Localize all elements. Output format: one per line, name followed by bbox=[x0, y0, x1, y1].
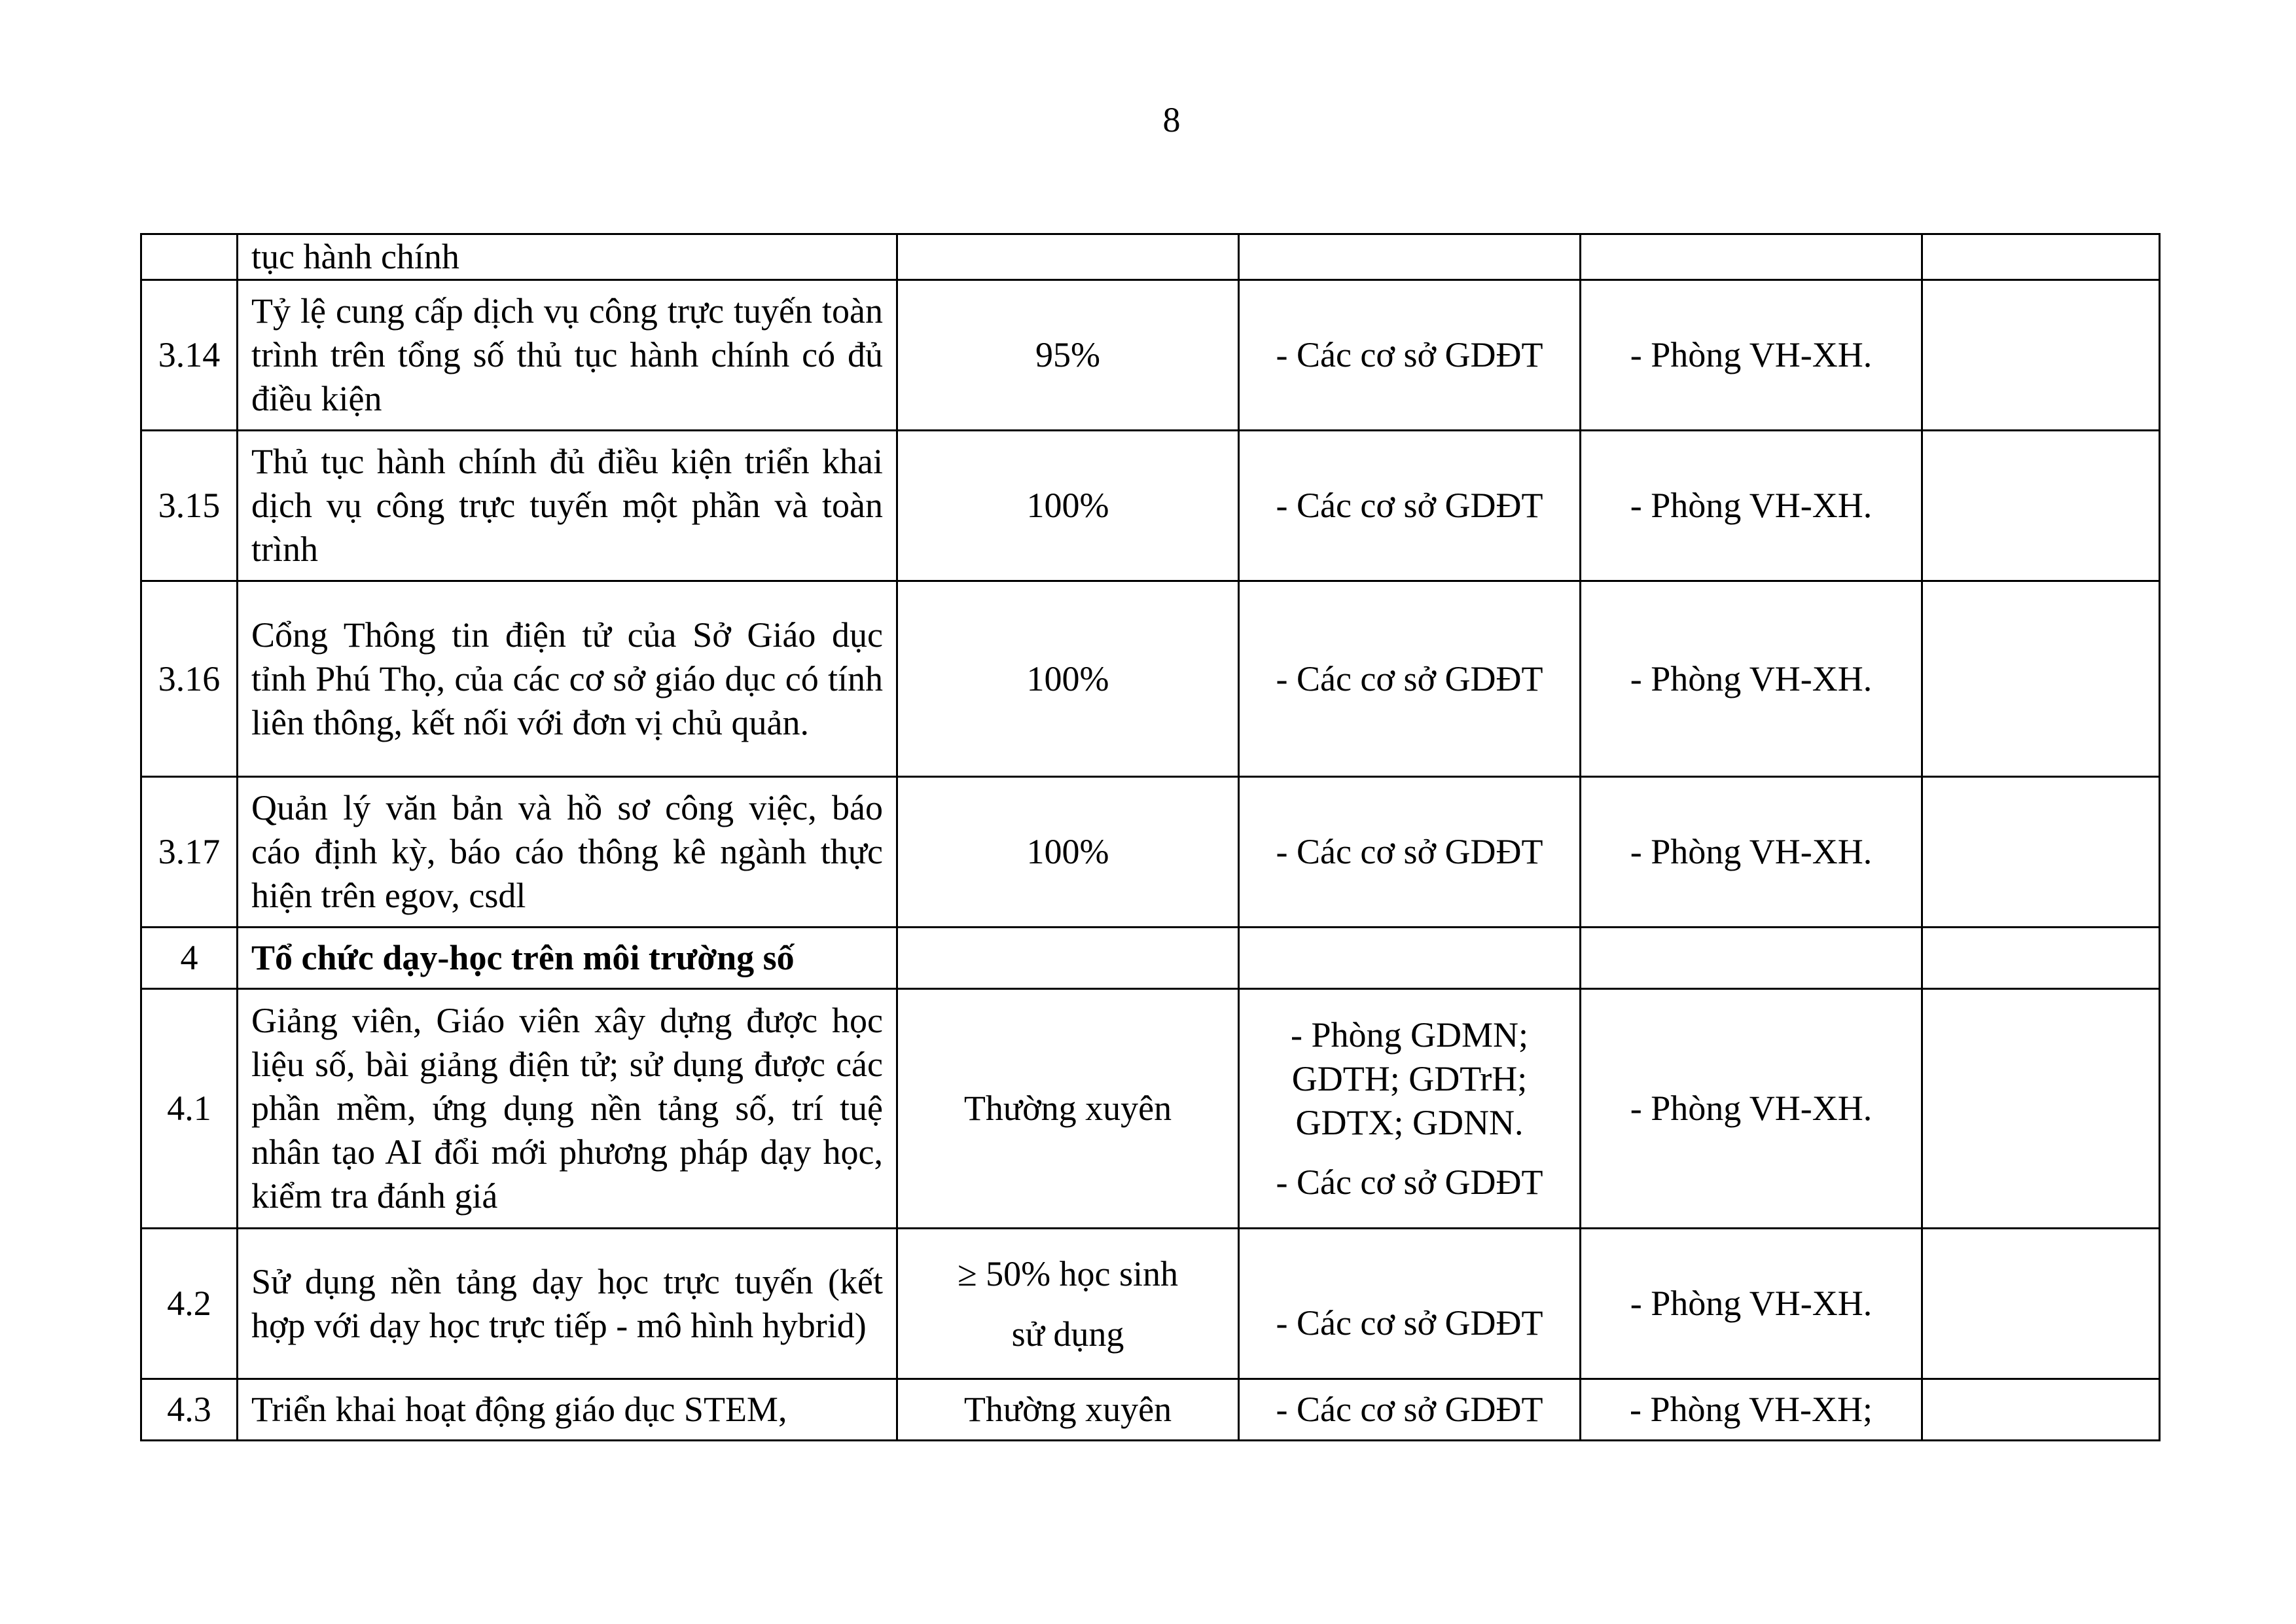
table-row bbox=[141, 234, 2160, 280]
lead-unit: - Các cơ sở GDĐT bbox=[1239, 1229, 1581, 1379]
coordinating-unit bbox=[1581, 234, 1922, 280]
lead-unit: - Các cơ sở GDĐT bbox=[1239, 431, 1581, 581]
note-cell bbox=[1922, 777, 2160, 928]
table-row bbox=[141, 1229, 2160, 1379]
section-title: Tổ chức dạy-học trên môi trường số bbox=[238, 928, 897, 989]
target-value: 100% bbox=[897, 581, 1239, 777]
coordinating-unit: - Phòng VH-XH. bbox=[1581, 1229, 1922, 1379]
lead-unit bbox=[1239, 989, 1581, 1229]
note-cell bbox=[1922, 928, 2160, 989]
section-row bbox=[141, 928, 2160, 989]
row-number: 3.17 bbox=[141, 777, 238, 928]
target-value bbox=[897, 928, 1239, 989]
coordinating-unit: - Phòng VH-XH. bbox=[1581, 989, 1922, 1229]
row-number: 4.1 bbox=[141, 989, 238, 1229]
target-value bbox=[897, 234, 1239, 280]
note-cell bbox=[1922, 280, 2160, 431]
note-cell bbox=[1922, 431, 2160, 581]
note-cell bbox=[1922, 1379, 2160, 1441]
lead-unit-schools: - Các cơ sở GDĐT bbox=[1276, 1162, 1543, 1202]
coordinating-unit: - Phòng VH-XH. bbox=[1581, 431, 1922, 581]
table-row bbox=[141, 1379, 2160, 1441]
task-content: Triển khai hoạt động giáo dục STEM, bbox=[238, 1379, 897, 1441]
coordinating-unit bbox=[1581, 928, 1922, 989]
coordinating-unit: - Phòng VH-XH. bbox=[1581, 777, 1922, 928]
target-value: 100% bbox=[897, 431, 1239, 581]
task-content: Quản lý văn bản và hồ sơ công việc, báo cáo định kỳ, báo cáo thông kê ngành thực hiện trên egov, csdl bbox=[238, 777, 897, 928]
table-row bbox=[141, 280, 2160, 431]
target-value-line-2: sử dụng bbox=[1011, 1314, 1124, 1354]
target-value bbox=[897, 1229, 1239, 1379]
note-cell bbox=[1922, 234, 2160, 280]
lead-unit: - Các cơ sở GDĐT bbox=[1239, 777, 1581, 928]
coordinating-unit: - Phòng VH-XH; bbox=[1581, 1379, 1922, 1441]
lead-unit: - Các cơ sở GDĐT bbox=[1239, 581, 1581, 777]
row-number: 3.15 bbox=[141, 431, 238, 581]
table-row bbox=[141, 581, 2160, 777]
target-value: 100% bbox=[897, 777, 1239, 928]
lead-unit: - Các cơ sở GDĐT bbox=[1239, 280, 1581, 431]
lead-unit-departments: - Phòng GDMN; GDTH; GDTrH; GDTX; GDNN. bbox=[1290, 1015, 1529, 1142]
note-cell bbox=[1922, 581, 2160, 777]
lead-unit: - Các cơ sở GDĐT bbox=[1239, 1379, 1581, 1441]
table-row bbox=[141, 989, 2160, 1229]
row-number: 3.16 bbox=[141, 581, 238, 777]
row-number bbox=[141, 234, 238, 280]
coordinating-unit: - Phòng VH-XH. bbox=[1581, 581, 1922, 777]
task-content: Cổng Thông tin điện tử của Sở Giáo dục tỉnh Phú Thọ, của các cơ sở giáo dục có tính liên thông, kết nối với đơn vị chủ quản. bbox=[238, 581, 897, 777]
table-row bbox=[141, 431, 2160, 581]
target-value-line-1: ≥ 50% học sinh bbox=[957, 1254, 1179, 1293]
task-content: Sử dụng nền tảng dạy học trực tuyến (kết hợp với dạy học trực tiếp - mô hình hybrid) bbox=[238, 1229, 897, 1379]
page-number: 8 bbox=[1162, 100, 1181, 139]
plan-table bbox=[140, 233, 2161, 1441]
task-content: tục hành chính bbox=[238, 234, 897, 280]
lead-unit bbox=[1239, 234, 1581, 280]
target-value: Thường xuyên bbox=[897, 989, 1239, 1229]
table-row bbox=[141, 777, 2160, 928]
row-number: 4.3 bbox=[141, 1379, 238, 1441]
note-cell bbox=[1922, 1229, 2160, 1379]
lead-unit bbox=[1239, 928, 1581, 989]
task-content: Giảng viên, Giáo viên xây dựng được học liệu số, bài giảng điện tử; sử dụng được các phần mềm, ứng dụng nền tảng số, trí tuệ nhân tạo AI đổi mới phương pháp dạy học, kiểm tra đánh giá bbox=[238, 989, 897, 1229]
note-cell bbox=[1922, 989, 2160, 1229]
section-number: 4 bbox=[141, 928, 238, 989]
target-value: 95% bbox=[897, 280, 1239, 431]
row-number: 4.2 bbox=[141, 1229, 238, 1379]
target-value: Thường xuyên bbox=[897, 1379, 1239, 1441]
coordinating-unit: - Phòng VH-XH. bbox=[1581, 280, 1922, 431]
task-content: Tỷ lệ cung cấp dịch vụ công trực tuyến toàn trình trên tổng số thủ tục hành chính có đủ điều kiện bbox=[238, 280, 897, 431]
row-number: 3.14 bbox=[141, 280, 238, 431]
task-content: Thủ tục hành chính đủ điều kiện triển khai dịch vụ công trực tuyến một phần và toàn trình bbox=[238, 431, 897, 581]
